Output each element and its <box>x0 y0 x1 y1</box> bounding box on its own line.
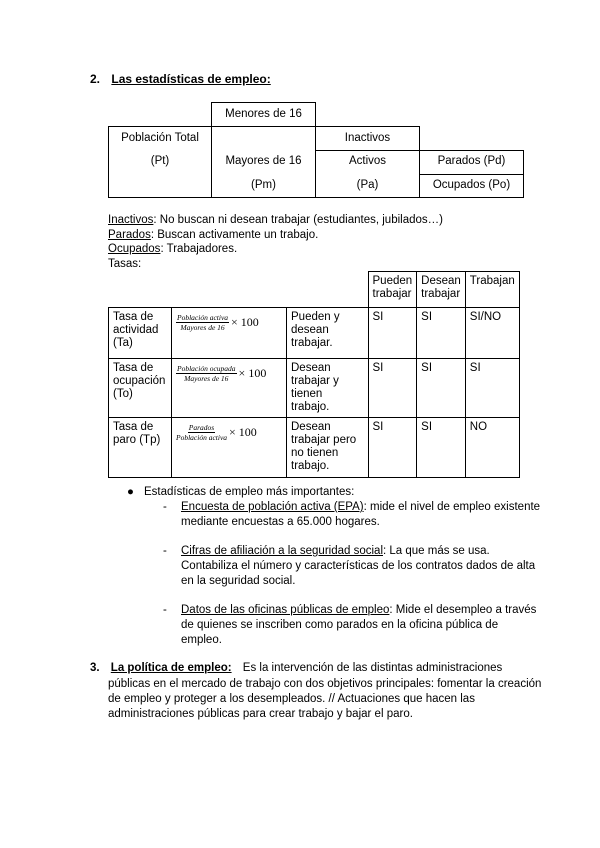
cell-desean: SI <box>417 308 466 359</box>
tasas-label: Tasas: <box>108 257 142 270</box>
rate-name: Tasa de paro (Tp) <box>109 418 172 478</box>
stats-text: de quienes se inscriben como parados en la oficina pública de <box>181 619 499 631</box>
formula-fraction <box>176 423 227 442</box>
stats-text: en la seguridad social. <box>181 575 296 587</box>
cell-pueden: SI <box>368 418 417 478</box>
rate-name: Tasa de actividad (Ta) <box>109 308 172 359</box>
definition-text: : No buscan ni desean trabajar (estudiantes, jubilados…) <box>153 214 443 226</box>
definition-inactivos <box>108 213 443 228</box>
mayores-abbr: (Pm) <box>251 179 276 191</box>
section-number: 3. <box>90 662 100 674</box>
rates-table <box>108 271 520 478</box>
poblacion-total-abbr: (Pt) <box>150 155 170 167</box>
definition-text: : Trabajadores. <box>160 243 238 255</box>
definition-ocupados <box>108 242 443 257</box>
cell-pueden: SI <box>368 308 417 359</box>
bullet-icon: ● <box>127 486 134 498</box>
section-3-heading <box>90 661 502 677</box>
table-row <box>109 418 520 478</box>
definition-term: Parados <box>108 228 151 241</box>
parados-label: Parados (Pd) <box>437 155 506 167</box>
stats-bullet-text: Estadísticas de empleo más importantes: <box>144 486 355 498</box>
formula-numerator: Población ocupada <box>177 364 236 373</box>
rate-formula <box>172 308 287 359</box>
formula-fraction <box>176 313 229 332</box>
section-text: Es la intervención de las distintas administraciones <box>242 662 503 674</box>
formula-denominator: Mayores de 16 <box>184 374 229 383</box>
stats-text: empleo. <box>181 634 222 646</box>
formula-multiplier: × 100 <box>229 425 257 439</box>
stats-term: Cifras de afiliación a la seguridad social <box>181 545 383 557</box>
section-title: Las estadísticas de empleo: <box>111 72 271 86</box>
formula-numerator: Parados <box>188 423 215 432</box>
section-text: de empleo y proteger a los desempleados. // Actuaciones que hacen las <box>108 693 475 705</box>
stats-text: mediante encuestas a 65.000 hogares. <box>181 516 380 528</box>
cell-trabajan: NO <box>465 418 519 478</box>
stats-term: Encuesta de población activa (EPA) <box>181 501 364 513</box>
dash-icon: - <box>163 604 167 616</box>
cell-desean: SI <box>417 418 466 478</box>
dash-icon: - <box>163 501 167 513</box>
rate-formula <box>172 418 287 478</box>
section-text: públicas en el mercado de trabajo con dos objetivos principales: fomentar la creación <box>108 678 542 690</box>
formula-denominator: Mayores de 16 <box>180 323 225 332</box>
stats-text: Contabiliza el número y características de los contratos dados de alta <box>181 560 536 572</box>
rate-description: Desean trabajar y tienen trabajo. <box>287 359 369 418</box>
section-2-heading <box>90 72 271 86</box>
dash-icon: - <box>163 545 167 557</box>
stats-text: : La que más se usa. <box>383 545 490 557</box>
formula-fraction <box>176 364 237 383</box>
table-header-row <box>109 272 520 308</box>
activos-label: Activos <box>348 155 387 167</box>
ocupados-label: Ocupados (Po) <box>432 179 511 191</box>
inactivos-label: Inactivos <box>344 132 391 144</box>
formula-multiplier: × 100 <box>231 315 259 329</box>
header-pueden-trabajar: Pueden trabajar <box>368 272 417 308</box>
rate-description: Pueden y desean trabajar. <box>287 308 369 359</box>
cell-pueden: SI <box>368 359 417 418</box>
definition-term: Ocupados <box>108 243 161 255</box>
formula-numerator: Población activa <box>177 313 229 322</box>
rate-description: Desean trabajar pero no tienen trabajo. <box>287 418 369 478</box>
activos-abbr: (Pa) <box>356 179 379 191</box>
formula-denominator: Población activa <box>176 433 228 442</box>
rate-name: Tasa de ocupación (To) <box>109 359 172 418</box>
section-number: 2. <box>90 72 101 86</box>
header-trabajan: Trabajan <box>465 272 519 308</box>
cell-trabajan: SI <box>465 359 519 418</box>
header-desean-trabajar: Desean trabajar <box>417 272 466 308</box>
section-title: La política de empleo: <box>110 662 232 674</box>
definition-parados <box>108 228 443 243</box>
formula-multiplier: × 100 <box>238 366 267 380</box>
cell-desean: SI <box>417 359 466 418</box>
table-row <box>109 308 520 359</box>
table-row <box>109 359 520 418</box>
poblacion-total-label: Población Total <box>121 132 199 144</box>
definitions <box>108 213 443 271</box>
stats-text: : mide el nivel de empleo existente <box>363 501 541 513</box>
definition-text: : Buscan activamente un trabajo. <box>150 228 319 241</box>
section-text: administraciones públicas para crear trabajo y bajar el paro. <box>108 708 413 720</box>
rate-formula <box>172 359 287 418</box>
menores-label: Menores de 16 <box>225 108 302 120</box>
cell-trabajan: SI/NO <box>465 308 519 359</box>
stats-term: Datos de las oficinas públicas de empleo <box>181 604 390 616</box>
mayores-label: Mayores de 16 <box>225 155 302 167</box>
definition-term: Inactivos <box>108 214 154 226</box>
stats-text: : Mide el desempleo a través <box>389 604 537 616</box>
